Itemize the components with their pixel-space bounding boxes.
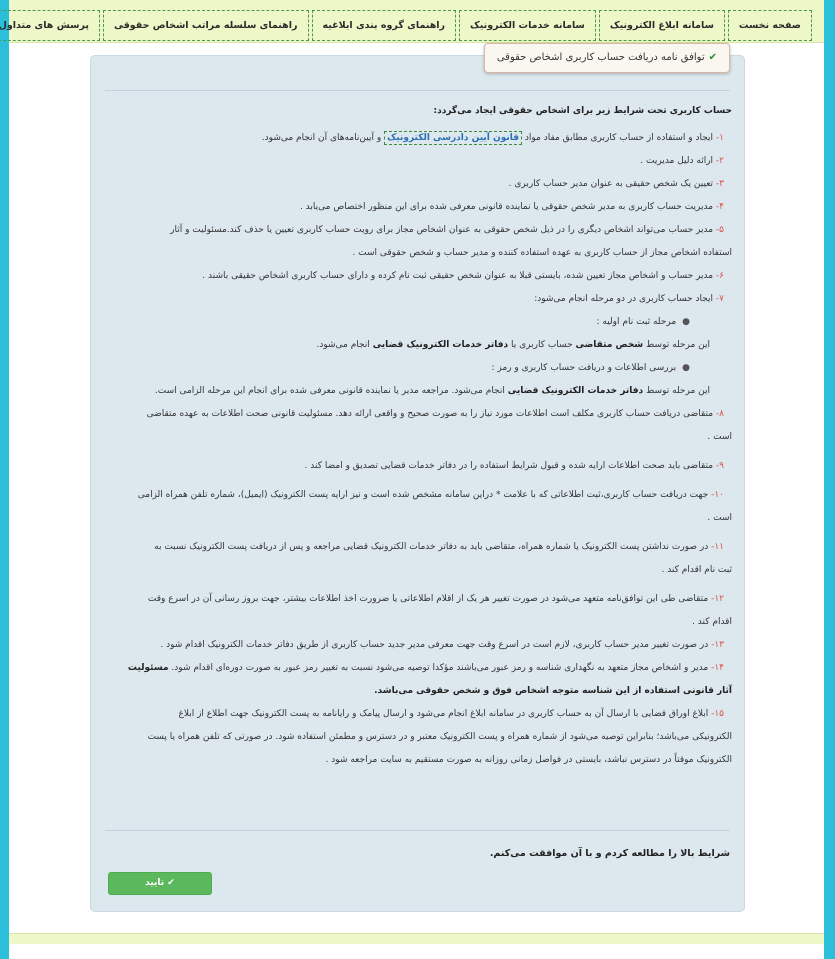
agreement-tab[interactable] [485, 43, 731, 73]
divider [106, 830, 731, 831]
clause-number: ۲- [716, 156, 725, 166]
clause-number: ۹- [716, 461, 725, 471]
agreement-tab-label: توافق نامه دریافت حساب کاربری اشخاص حقوقی [497, 52, 706, 63]
clause-text: ارائه دلیل مدیریت . [641, 156, 717, 166]
nav-legal-entity-hierarchy-guide[interactable]: راهنمای سلسله مراتب اشخاص حقوقی [104, 10, 310, 41]
agreement-panel [91, 55, 746, 912]
step-bold: دفاتر خدمات الکترونیک قضایی [508, 386, 645, 396]
step-text: این مرحله توسط [644, 340, 711, 350]
agreement-content [108, 100, 733, 772]
clause-bold: آثار قانونی استفاده از این شناسه متوجه اشخاص فوق و شخص حقوقی می‌باشد. [375, 686, 733, 696]
clause-text: جهت دریافت حساب کاربری،ثبت اطلاعاتی که با علامت * دراین سامانه مشخص شده است و نیز ارایه پست الکترونیک (ایمیل)، شماره تلفن همراه الزامی [138, 490, 713, 500]
clause-3 [108, 173, 733, 196]
nav-notice-grouping-guide[interactable]: راهنمای گروه بندی ابلاغیه [313, 10, 458, 41]
clause-11-continued: ثبت نام اقدام کند . [662, 565, 733, 575]
step-text: مرحله ثبت نام اولیه : [597, 317, 678, 327]
bullet-icon: ● [683, 317, 691, 327]
clause-number: ۷- [716, 294, 725, 304]
nav-bar [0, 10, 813, 41]
step-text: انجام می‌شود. [317, 340, 374, 350]
clause-15-continued-2: الکترونیک موقتاً در دسترس نباشد، بایستی در فواصل زمانی روزانه به صورت مستقیم به سایت مراجعه شود . [326, 755, 733, 765]
step-bold: دفاتر خدمات الکترونیک قضایی [373, 340, 510, 350]
clause-text: متقاضی باید صحت اطلاعات ارایه شده و قبول شرایط استفاده را در دفاتر خدمات قضایی تصدیق و امضا کند . [305, 461, 717, 471]
clause-text: متقاضی طی این توافق‌نامه متعهد می‌شود در صورت تغییر هر یک از اقلام اطلاعاتی یا ضرورت اخذ اطلاعات بیشتر، جهت بروز رسانی آن در اسرع وقت [148, 594, 713, 604]
clause-13 [108, 634, 733, 657]
clause-number: ۳- [716, 179, 725, 189]
clause-1 [108, 127, 733, 150]
step-2-description [108, 380, 733, 403]
clause-10-continued: است . [708, 513, 733, 523]
clause-number: ۱۱- [712, 542, 725, 552]
bullet-icon: ● [683, 363, 691, 373]
clause-14 [108, 657, 733, 680]
clause-11 [108, 536, 733, 559]
clause-number: ۶- [716, 271, 725, 281]
confirm-button-label: تایید [146, 878, 166, 888]
clause-number: ۱۳- [712, 640, 725, 650]
clause-text: و آیین‌نامه‌های آن انجام می‌شود. [262, 133, 386, 143]
clause-number: ۱۰- [712, 490, 725, 500]
nav-faq[interactable]: پرسش های متداول [0, 10, 101, 41]
clause-12 [108, 588, 733, 611]
clause-14-continued [108, 680, 733, 703]
clause-5-continued: استفاده اشخاص مجاز از حساب کاربری به عهده استفاده کننده و مدیر حساب و شخص حقوقی است . [353, 248, 733, 258]
step-1-description [108, 334, 733, 357]
clause-5 [108, 219, 733, 242]
clause-text: ایجاد حساب کاربری در دو مرحله انجام می‌شود: [535, 294, 717, 304]
footer-bar [10, 933, 825, 944]
clause-text: در صورت تغییر مدیر حساب کاربری، لازم است در اسرع وقت جهت معرفی مدیر جدید حساب کاربری از طریق دفاتر خدمات الکترونیک اقدام شود . [161, 640, 713, 650]
agreement-statement: شرایط بالا را مطالعه کردم و با آن موافقت می‌کنم. [490, 848, 731, 859]
clause-8-continued: است . [708, 432, 733, 442]
clause-7 [108, 288, 733, 311]
agreement-heading: حساب کاربری تحت شرایط زیر برای اشخاص حقوقی ایجاد می‌گردد: [434, 106, 733, 116]
clause-text: مدیریت حساب کاربری به مدیر شخص حقوقی یا نماینده قانونی معرفی شده برای این منظور اختصاص می‌یابد . [300, 202, 717, 212]
clause-text: متقاضی دریافت حساب کاربری مکلف است اطلاعات مورد نیاز را به صورت صحیح و واقعی ارائه دهد. مسئولیت قانونی صحت اطلاعات به عهده متقاضی [147, 409, 717, 419]
clause-4 [108, 196, 733, 219]
clause-number: ۱- [716, 133, 725, 143]
clause-number: ۸- [716, 409, 725, 419]
step-bold: شخص متقاضی [576, 340, 645, 350]
clause-text: مدیر و اشخاص مجاز متعهد به نگهداری شناسه و رمز عبور می‌باشند مؤکدا توصیه می‌شود نسبت به تغییر رمز عبور به صورت دوره‌ای اقدام شود. [169, 663, 713, 673]
step-1-bullet [108, 311, 733, 334]
check-icon: ✔ [168, 878, 176, 888]
clause-text: ایجاد و استفاده از حساب کاربری مطابق مفاد مواد [525, 133, 717, 143]
step-text: حساب کاربری یا [509, 340, 577, 350]
clause-number: ۵- [716, 225, 725, 235]
clause-number: ۱۲- [712, 594, 725, 604]
clause-12-continued: اقدام کند . [693, 617, 733, 627]
top-navigation [0, 0, 825, 43]
clause-15-continued: الکترونیکی می‌باشد؛ بنابراین توصیه می‌شود از شماره همراه و پست الکترونیک معتبر و در دسترس و مطمئن استفاده شود. در صورتی که تلفن همراه یا پست [148, 732, 733, 742]
step-2-bullet [108, 357, 733, 380]
clause-number: ۱۴- [712, 663, 725, 673]
clause-6 [108, 265, 733, 288]
clause-15 [108, 703, 733, 726]
nav-electronic-services-system[interactable]: سامانه خدمات الکترونیک [460, 10, 597, 41]
clause-number: ۱۵- [712, 709, 725, 719]
confirm-button[interactable] [109, 872, 213, 895]
divider [106, 90, 731, 91]
clause-text: ابلاغ اوراق قضایی با ارسال آن به حساب کاربری در سامانه ابلاغ انجام می‌شود و ارسال پیامک و رایانامه به پست الکترونیک جهت اطلاع از ابلاغ [179, 709, 713, 719]
check-icon: ✔ [709, 52, 718, 63]
step-text: بررسی اطلاعات و دریافت حساب کاربری و رمز : [492, 363, 678, 373]
clause-text: مدیر حساب و اشخاص مجاز تعیین شده، بایستی قبلا به عنوان شخص حقیقی ثبت نام کرده و دارای حساب کاربری اشخاص حقیقی باشند . [203, 271, 717, 281]
nav-electronic-notice-system[interactable]: سامانه ابلاغ الکترونیک [600, 10, 726, 41]
clause-2 [108, 150, 733, 173]
clause-9 [108, 455, 733, 478]
clause-bold: مسئولیت [128, 663, 170, 673]
clause-8 [108, 403, 733, 426]
clause-text: در صورت نداشتن پست الکترونیک یا شماره همراه، متقاضی باید به دفاتر خدمات الکترونیک قضایی مراجعه و پس از دریافت پست الکترونیک نسبت به [155, 542, 713, 552]
clause-text: تعیین یک شخص حقیقی به عنوان مدیر حساب کاربری . [509, 179, 717, 189]
clause-number: ۴- [716, 202, 725, 212]
clause-10 [108, 484, 733, 507]
step-text: انجام می‌شود. مراجعه مدیر یا نماینده قانونی معرفی شده برای انجام این مرحله الزامی است. [155, 386, 509, 396]
nav-home[interactable]: صفحه نخست [729, 10, 813, 41]
electronic-procedure-law-link[interactable]: قانون آیین دادرسی الکترونیک [385, 131, 523, 145]
clause-text: مدیر حساب می‌تواند اشخاص دیگری را در ذیل شخص حقوقی به عنوان اشخاص مجاز برای رویت حساب کاربری تعیین یا حذف کند.مسئولیت و آثار [171, 225, 717, 235]
step-text: این مرحله توسط [644, 386, 711, 396]
